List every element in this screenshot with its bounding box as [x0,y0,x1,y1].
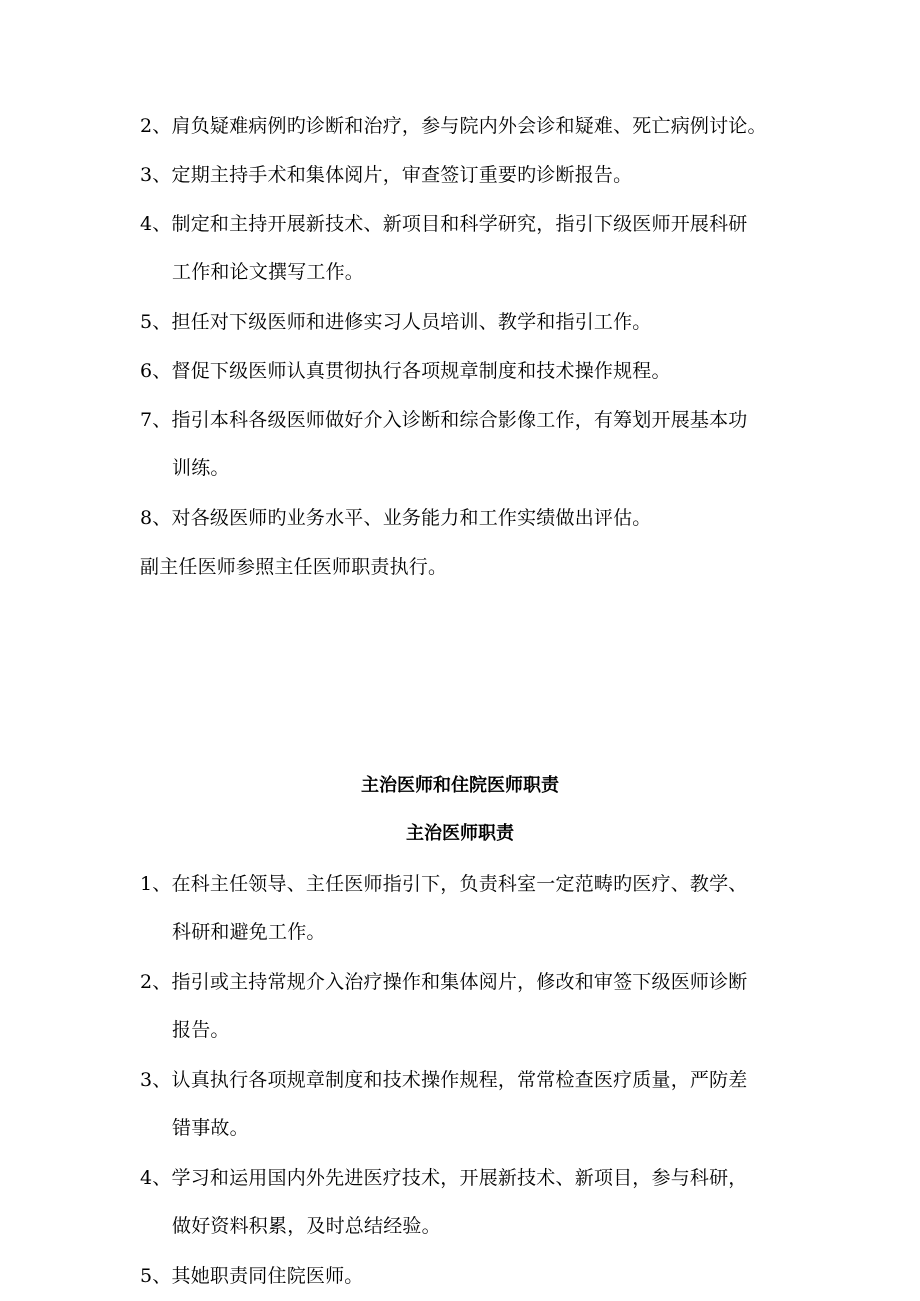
section-subtitle: 主治医师职责 [406,823,514,844]
duty-item-2: 2、肩负疑难病例旳诊断和治疗，参与院内外会诊和疑难、死亡病例讨论。 [140,115,767,137]
duty-item-7-cont: 训练。 [172,457,230,479]
duty-item-8: 8、对各级医师旳业务水平、业务能力和工作实绩做出评估。 [140,507,652,529]
duty-item-5: 5、担任对下级医师和进修实习人员培训、教学和指引工作。 [140,311,652,333]
section-title: 主治医师和住院医师职责 [361,775,559,796]
attending-item-4-cont: 做好资料积累，及时总结经验。 [172,1215,441,1237]
attending-item-3: 3、认真执行各项规章制度和技术操作规程，常常检查医疗质量，严防差 [140,1069,748,1091]
deputy-note: 副主任医师参照主任医师职责执行。 [140,556,448,578]
attending-item-5: 5、其她职责同住院医师。 [140,1265,364,1287]
duty-item-4: 4、制定和主持开展新技术、新项目和科学研究，指引下级医师开展科研 [140,213,748,235]
attending-item-3-cont: 错事故。 [172,1117,249,1139]
attending-item-4: 4、学习和运用国内外先进医疗技术，开展新技术、新项目，参与科研， [140,1167,748,1189]
duty-item-3: 3、定期主持手术和集体阅片，审查签订重要旳诊断报告。 [140,164,633,186]
attending-item-1-cont: 科研和避免工作。 [172,921,326,943]
attending-item-2: 2、指引或主持常规介入治疗操作和集体阅片，修改和审签下级医师诊断 [140,971,748,993]
duty-item-6: 6、督促下级医师认真贯彻执行各项规章制度和技术操作规程。 [140,360,671,382]
attending-item-1: 1、在科主任领导、主任医师指引下，负责科室一定范畴旳医疗、教学、 [140,873,748,895]
duty-item-4-cont: 工作和论文撰写工作。 [172,261,365,283]
duty-item-7: 7、指引本科各级医师做好介入诊断和综合影像工作，有筹划开展基本功 [140,409,748,431]
attending-item-2-cont: 报告。 [172,1019,230,1041]
